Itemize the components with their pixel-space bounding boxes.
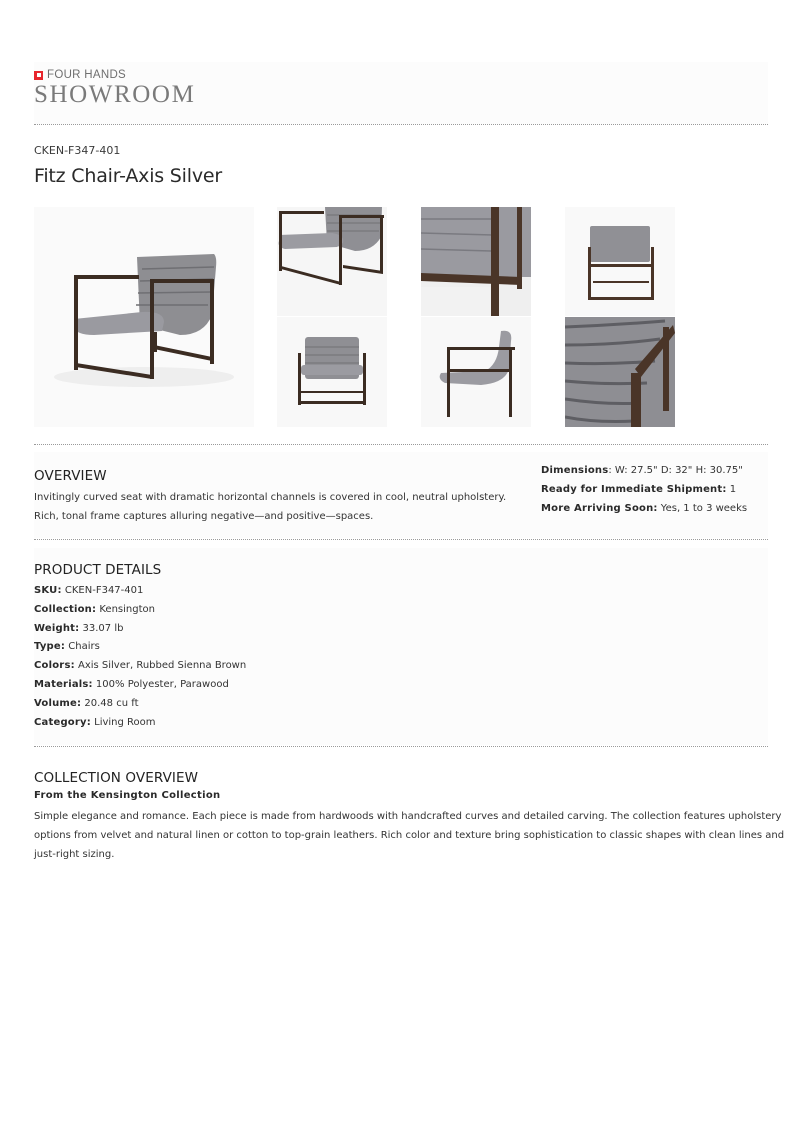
spec-value: 33.07 lb (79, 622, 124, 634)
divider (34, 539, 768, 540)
product-details-list (34, 582, 246, 732)
spec-value: 20.48 cu ft (81, 697, 139, 709)
spec-label: Colors: (34, 660, 75, 672)
gallery-image-front[interactable] (277, 317, 387, 427)
gallery-image-back[interactable] (565, 207, 675, 316)
gallery-image-detail-frame[interactable] (421, 207, 531, 316)
spec-label: SKU: (34, 585, 62, 596)
detail-row-category (34, 714, 246, 733)
spec-label: More Arriving Soon: (541, 502, 658, 514)
detail-row-sku (34, 582, 246, 601)
gallery-image-detail-channels[interactable] (565, 317, 675, 427)
spec-label: Volume: (34, 697, 82, 709)
spec-value: 1 (726, 483, 737, 495)
detail-row-volume (34, 695, 246, 714)
product-title: Fitz Chair-Axis Silver (34, 165, 222, 187)
detail-row-collection (34, 601, 246, 620)
spec-label: Collection: (34, 603, 97, 615)
detail-row-type (34, 638, 246, 657)
collection-subheading: From the Kensington Collection (34, 790, 221, 801)
spec-label: Type: (34, 641, 66, 653)
chair-photo (421, 207, 531, 316)
overview-text (34, 488, 506, 526)
overview-heading: OVERVIEW (34, 468, 107, 484)
brand-subtitle: SHOWROOM (34, 81, 196, 108)
chair-photo (34, 207, 254, 427)
overview-line: Rich, tonal frame captures alluring negative—and positive—spaces. (34, 511, 374, 522)
spec-value: Kensington (96, 603, 155, 615)
dimensions-row (541, 462, 747, 481)
spec-label: Ready for Immediate Shipment: (541, 483, 727, 495)
product-details-heading: PRODUCT DETAILS (34, 562, 162, 578)
collection-text (34, 807, 784, 864)
chair-photo (565, 317, 675, 427)
spec-value: Yes, 1 to 3 weeks (657, 502, 748, 514)
divider (34, 746, 768, 747)
divider (34, 444, 768, 445)
spec-value: : W: 27.5" D: 32" H: 30.75" (608, 465, 743, 476)
detail-row-colors (34, 657, 246, 676)
spec-label: Materials: (34, 678, 93, 690)
divider (34, 124, 768, 125)
arriving-row (541, 500, 747, 519)
spec-value: CKEN-F347-401 (61, 585, 144, 596)
collection-line: Simple elegance and romance. Each piece is made from hardwoods with handcrafted curves and detailed carving. The collection features upholstery (34, 811, 782, 822)
gallery-image-side[interactable] (421, 317, 531, 427)
collection-heading: COLLECTION OVERVIEW (34, 770, 199, 786)
overview-line: Invitingly curved seat with dramatic horizontal channels is covered in cool, neutral upholstery. (34, 492, 507, 503)
collection-line: just-right sizing. (34, 849, 115, 860)
spec-label: Category: (34, 716, 91, 728)
spec-label: Weight: (34, 622, 80, 634)
product-sku: CKEN-F347-401 (34, 144, 121, 157)
ready-row (541, 481, 747, 500)
chair-photo (421, 317, 531, 427)
spec-label: Dimensions (541, 465, 609, 476)
brand-header (34, 69, 195, 108)
availability-panel (541, 462, 747, 518)
spec-value: Axis Silver, Rubbed Sienna Brown (74, 660, 247, 672)
spec-value: Chairs (65, 641, 100, 653)
chair-photo (565, 207, 675, 316)
spec-value: Living Room (90, 716, 156, 728)
gallery-image-angle[interactable] (277, 207, 387, 316)
spec-value: 100% Polyester, Parawood (92, 678, 229, 690)
brand-name: FOUR HANDS (47, 69, 127, 81)
detail-row-materials (34, 676, 246, 695)
red-square-logo-icon (34, 71, 43, 80)
chair-photo (277, 317, 387, 427)
chair-photo (277, 207, 387, 316)
detail-row-weight (34, 620, 246, 639)
gallery-image-main[interactable] (34, 207, 254, 427)
collection-line: options from velvet and natural linen or cotton to top-grain leathers. Rich color and texture bring sophistication to classic shapes with clean lines and (34, 830, 785, 841)
